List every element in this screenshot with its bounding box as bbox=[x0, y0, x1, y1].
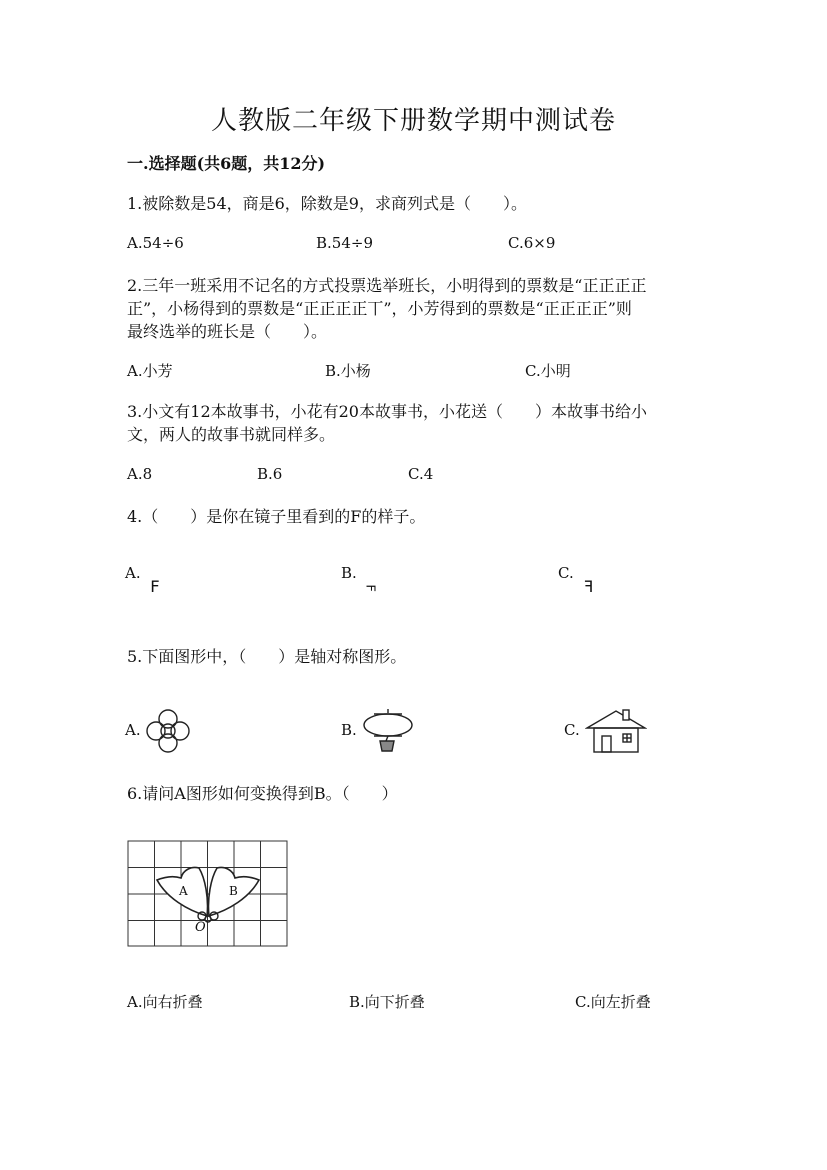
question-2-text-line-3: 最终选举的班长是（ ）。 bbox=[127, 322, 328, 341]
question-3-text-line-2: 文，两人的故事书就同样多。 bbox=[127, 425, 336, 444]
question-4-option-b[interactable]: B. bbox=[341, 564, 357, 582]
question-1-text: 1.被除数是54，商是6，除数是9，求商列式是（ ）。 bbox=[127, 194, 527, 213]
question-1-option-b[interactable]: B.54÷9 bbox=[316, 234, 373, 252]
question-3-option-a[interactable]: A.8 bbox=[127, 465, 153, 483]
question-4-option-c[interactable]: C. bbox=[558, 564, 574, 582]
question-5-text: 5.下面图形中，（ ）是轴对称图形。 bbox=[127, 647, 407, 666]
figure-label-origin: O bbox=[195, 920, 206, 935]
question-2-option-c[interactable]: C.小明 bbox=[525, 362, 571, 380]
question-3-text-line-1: 3.小文有12本故事书，小花有20本故事书，小花送（ ）本故事书给小 bbox=[127, 402, 647, 421]
lantern-icon bbox=[360, 708, 416, 754]
reversed-f-glyph-c: F bbox=[584, 577, 594, 596]
question-2-option-a[interactable]: A.小芳 bbox=[127, 362, 173, 380]
question-1-option-c[interactable]: C.6×9 bbox=[508, 234, 556, 252]
question-6-text: 6.请问A图形如何变换得到B。（ ） bbox=[127, 784, 398, 803]
question-3-option-b[interactable]: B.6 bbox=[257, 465, 283, 483]
question-4-text: 4.（ ）是你在镜子里看到的F的样子。 bbox=[127, 507, 426, 526]
question-3-option-c[interactable]: C.4 bbox=[408, 465, 434, 483]
mirrored-f-glyph-a: F bbox=[150, 577, 160, 596]
question-6-option-b[interactable]: B.向下折叠 bbox=[349, 993, 425, 1011]
section-heading: 一.选择题(共6题，共12分) bbox=[127, 154, 326, 173]
question-5-option-a[interactable]: A. bbox=[125, 721, 141, 739]
figure-label-a: A bbox=[179, 884, 188, 898]
question-6-option-a[interactable]: A.向右折叠 bbox=[127, 993, 203, 1011]
grid-figure bbox=[127, 840, 289, 948]
question-2-text-line-2: 正”，小杨得到的票数是“正正正正丅”，小芳得到的票数是“正正正正”则 bbox=[127, 299, 632, 318]
question-5-option-b[interactable]: B. bbox=[341, 721, 357, 739]
page-title: 人教版二年级下册数学期中测试卷 bbox=[210, 106, 616, 136]
figure-label-b: B bbox=[229, 884, 238, 898]
rotated-f-glyph-b: F bbox=[363, 584, 378, 592]
question-5-option-c[interactable]: C. bbox=[564, 721, 580, 739]
house-icon bbox=[585, 708, 647, 754]
question-2-option-b[interactable]: B.小杨 bbox=[325, 362, 371, 380]
question-6-option-c[interactable]: C.向左折叠 bbox=[575, 993, 651, 1011]
flower-icon bbox=[142, 708, 194, 754]
question-2-text-line-1: 2.三年一班采用不记名的方式投票选举班长，小明得到的票数是“正正正正 bbox=[127, 276, 647, 295]
question-1-option-a[interactable]: A.54÷6 bbox=[127, 234, 184, 252]
question-4-option-a[interactable]: A. bbox=[125, 564, 141, 582]
